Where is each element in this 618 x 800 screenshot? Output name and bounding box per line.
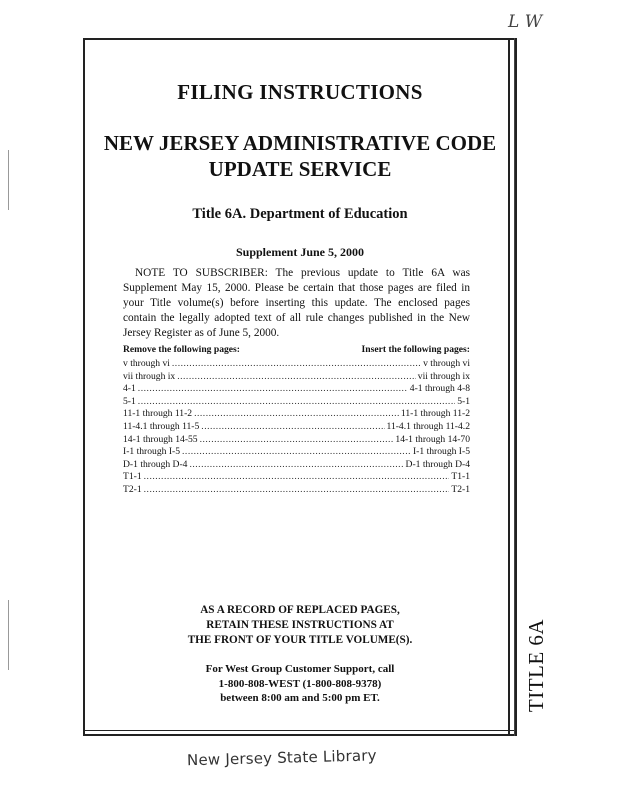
record-line: AS A RECORD OF REPLACED PAGES, — [200, 604, 400, 616]
remove-cell: v through vi — [123, 358, 170, 369]
title-line: Title 6A. Department of Education — [192, 206, 408, 222]
record-line: THE FRONT OF YOUR TITLE VOLUME(S). — [187, 634, 413, 646]
support-line: between 8:00 am and 5:00 pm ET. — [220, 692, 380, 704]
leader-dots — [144, 484, 450, 495]
table-row — [123, 383, 470, 396]
leader-dots — [144, 471, 450, 482]
remove-cell: 14-1 through 14-55 — [123, 433, 198, 445]
customer-support — [150, 662, 450, 706]
remove-header: Remove the following pages: — [123, 344, 240, 355]
leader-dots — [182, 446, 411, 457]
leader-dots — [138, 383, 408, 394]
leader-dots — [138, 396, 455, 407]
insert-cell: D-1 through D-4 — [405, 458, 470, 470]
remove-cell: vii through ix — [123, 370, 176, 382]
insert-cell: T1-1 — [451, 471, 470, 483]
leader-dots — [201, 421, 384, 432]
leader-dots — [194, 408, 399, 419]
insert-cell: 5-1 — [457, 395, 470, 407]
insert-cell: 11-4.1 through 11-4.2 — [386, 420, 470, 432]
insert-cell: 14-1 through 14-70 — [395, 433, 470, 445]
leader-dots — [177, 371, 416, 382]
insert-cell: vii through ix — [417, 370, 470, 382]
table-header — [123, 344, 470, 355]
code-title-line2: UPDATE SERVICE — [208, 157, 392, 181]
code-title — [95, 130, 505, 182]
insert-header: Insert the following pages: — [361, 344, 470, 355]
table-row — [123, 459, 470, 472]
table-row — [123, 471, 470, 484]
remove-cell: 11-4.1 through 11-5 — [123, 420, 200, 432]
code-title-line1: NEW JERSEY ADMINISTRATIVE CODE — [103, 131, 497, 155]
remove-cell: 4-1 — [123, 383, 136, 395]
remove-cell: T1-1 — [123, 471, 142, 483]
title-tab-label: TITLE 6A — [524, 618, 549, 712]
table-row — [123, 408, 470, 421]
supplement-date: Supplement June 5, 2000 — [235, 245, 365, 259]
table-row — [123, 396, 470, 409]
subscriber-note: NOTE TO SUBSCRIBER: The previous update to Title 6A was Supplement May 15, 2000. Please be certain that those pages are filed in your Title volume(s) before inserting this update. The enclosed pages contain the legally adopted text of all rule changes published in the New Jersey Register as of June 5, 2000. — [123, 267, 470, 339]
handwritten-mark: L W — [508, 12, 543, 32]
support-line: 1-800-808-WEST (1-800-808-9378) — [218, 677, 382, 690]
insert-cell: v through vi — [423, 358, 470, 369]
leader-dots — [200, 434, 394, 445]
record-line: RETAIN THESE INSTRUCTIONS AT — [206, 619, 394, 631]
scan-margin-mark — [8, 150, 9, 210]
remove-cell: 5-1 — [123, 395, 136, 407]
title-tab — [517, 610, 557, 720]
table-row — [123, 371, 470, 384]
remove-cell: D-1 through D-4 — [123, 458, 188, 470]
table-row — [123, 358, 470, 371]
record-instructions — [150, 603, 450, 648]
insert-cell: 4-1 through 4-8 — [409, 383, 470, 395]
support-line: For West Group Customer Support, call — [205, 663, 395, 675]
insert-cell: 11-1 through 11-2 — [400, 408, 470, 420]
scan-margin-mark — [8, 600, 9, 670]
insert-cell: T2-1 — [451, 483, 470, 495]
insert-cell: I-1 through I-5 — [412, 446, 470, 458]
tab-divider-inner — [514, 38, 515, 736]
tab-divider — [508, 38, 510, 736]
library-stamp: New Jersey State Library — [186, 746, 377, 770]
frame-bottom-rule — [83, 730, 517, 731]
remove-cell: 11-1 through 11-2 — [123, 408, 193, 420]
page-table — [123, 358, 470, 497]
remove-cell: I-1 through I-5 — [123, 446, 181, 458]
table-row — [123, 421, 470, 434]
table-row — [123, 446, 470, 459]
remove-cell: T2-1 — [123, 483, 142, 495]
leader-dots — [172, 358, 421, 369]
page-title: FILING INSTRUCTIONS — [177, 80, 423, 104]
leader-dots — [189, 459, 403, 470]
table-row — [123, 484, 470, 497]
table-row — [123, 434, 470, 447]
